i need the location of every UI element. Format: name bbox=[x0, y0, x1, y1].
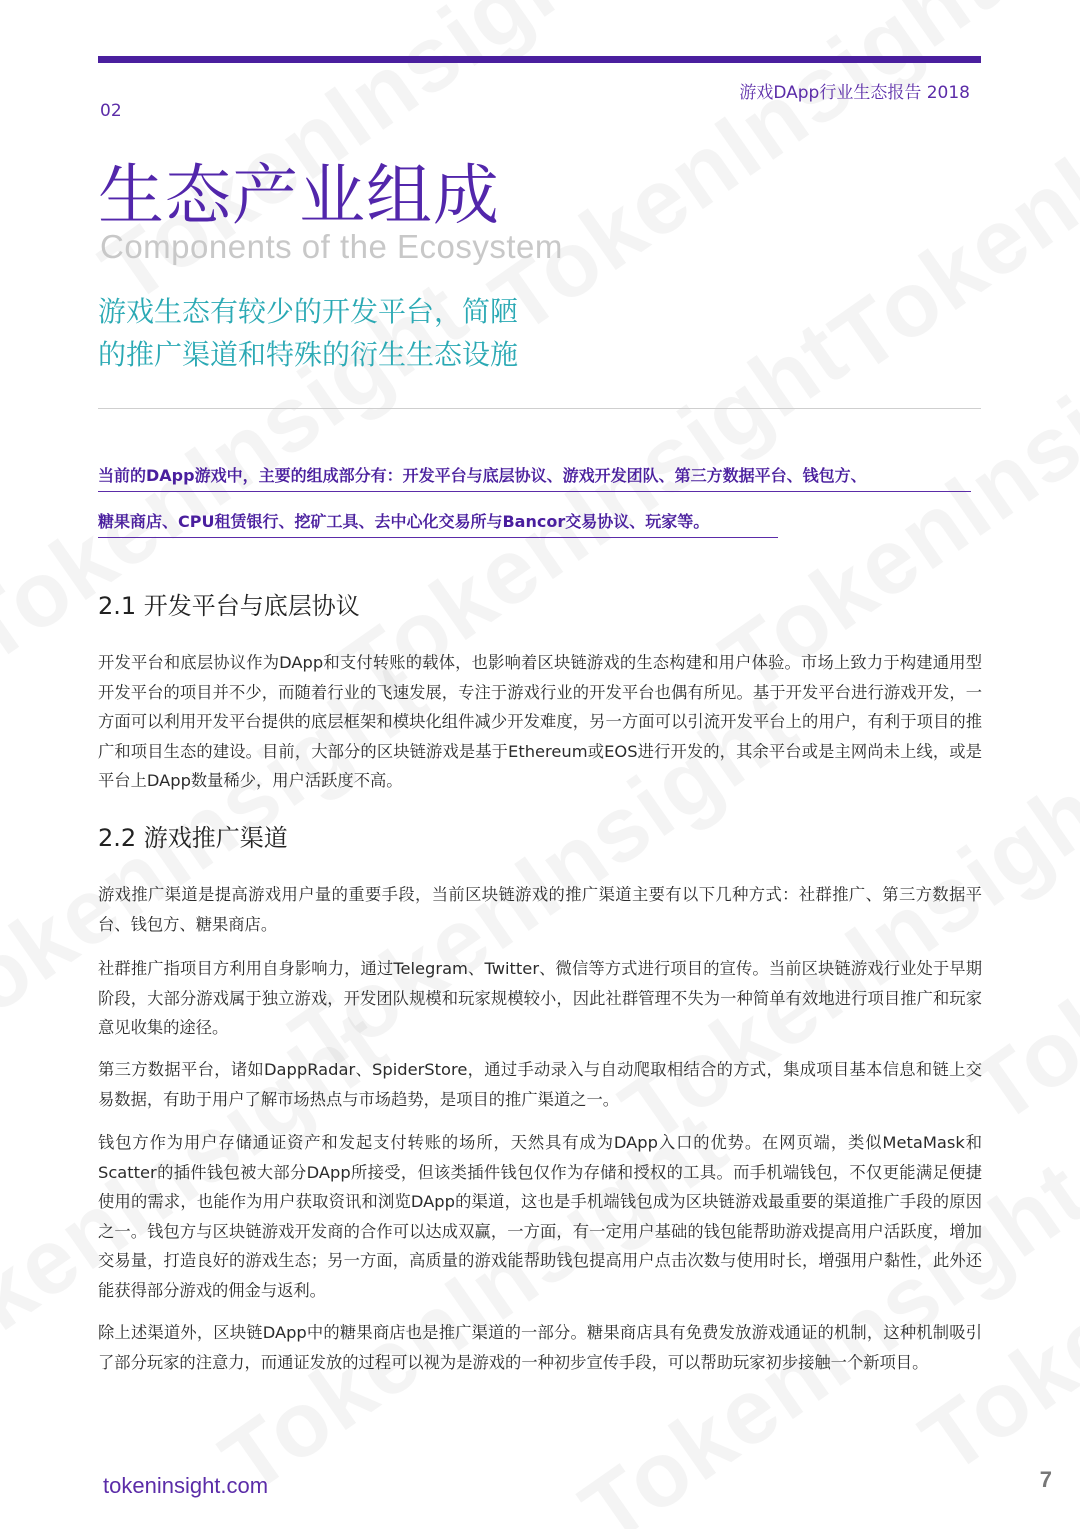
divider bbox=[98, 408, 981, 409]
highlight-line-2: 的推广渠道和特殊的衍生生态设施 bbox=[98, 338, 519, 371]
highlight-line-1: 游戏生态有较少的开发平台，简陋 bbox=[98, 295, 519, 328]
paragraph: 游戏推广渠道是提高游戏用户量的重要手段，当前区块链游戏的推广渠道主要有以下几种方式：社群推广、第三方数据平台、钱包方、糖果商店。 bbox=[98, 885, 982, 934]
top-rule bbox=[98, 56, 981, 63]
section-number: 02 bbox=[100, 101, 122, 121]
paragraph: 除上述渠道外，区块链DApp中的糖果商店也是推广渠道的一部分。糖果商店具有免费发放游戏通证的机制，这种机制吸引了部分玩家的注意力，而通证发放的过程可以视为是游戏的一种初步宣传手段，可以帮助玩家初步接触一个新项目。 bbox=[98, 1323, 982, 1372]
summary-line-1: 当前的DApp游戏中，主要的组成部分有：开发平台与底层协议、游戏开发团队、第三方数据平台、钱包方、 bbox=[98, 463, 971, 492]
section-heading-2-1: 2.1 开发平台与底层协议 bbox=[98, 592, 360, 620]
paragraph: 开发平台和底层协议作为DApp和支付转账的载体，也影响着区块链游戏的生态构建和用户体验。市场上致力于构建通用型开发平台的项目并不少，而随着行业的飞速发展，专注于游戏行业的开发平台也偶有所见。基于开发平台进行游戏开发，一方面可以利用开发平台提供的底层框架和模块化组件减少开发难度，另一方面可以引流开发平台上的用户，有利于项目的推广和项目生态的建设。目前，大部分的区块链游戏是基于Ethereum或EOS进行开发的，其余平台或是主网尚未上线，或是平台上DApp数量稀少，用户活跃度不高。 bbox=[98, 653, 982, 790]
page-subtitle-english: Components of the Ecosystem bbox=[100, 228, 563, 265]
section-heading-2-2: 2.2 游戏推广渠道 bbox=[98, 824, 288, 852]
report-title: 游戏DApp行业生态报告 2018 bbox=[739, 83, 970, 103]
summary-line-2: 糖果商店、CPU租赁银行、挖矿工具、去中心化交易所与Bancor交易协议、玩家等。 bbox=[98, 509, 778, 538]
page-title: 生态产业组成 bbox=[98, 157, 500, 234]
footer-website-link[interactable]: tokeninsight.com bbox=[103, 1473, 269, 1498]
paragraph: 钱包方作为用户存储通证资产和发起支付转账的场所，天然具有成为DApp入口的优势。在网页端，类似MetaMask和Scatter的插件钱包被大部分DApp所接受，但该类插件钱包仅作为存储和授权的工具。而手机端钱包，不仅更能满足便捷使用的需求，也能作为用户获取资讯和浏览DApp的渠道，这也是手机端钱包成为区块链游戏最重要的渠道推广手段的原因之一。钱包方与区块链游戏开发商的合作可以达成双赢，一方面，有一定用户基础的钱包能帮助游戏提高用户活跃度，增加交易量，打造良好的游戏生态；另一方面，高质量的游戏能帮助钱包提高用户点击次数与使用时长，增强用户黏性，此外还能获得部分游戏的佣金与返利。 bbox=[98, 1133, 982, 1300]
page-number: 7 bbox=[1039, 1467, 1052, 1492]
paragraph: 社群推广指项目方利用自身影响力，通过Telegram、Twitter、微信等方式进行项目的宣传。当前区块链游戏行业处于早期阶段，大部分游戏属于独立游戏，开发团队规模和玩家规模较小，因此社群管理不失为一种简单有效地进行项目推广和玩家意见收集的途径。 bbox=[98, 959, 982, 1037]
paragraph: 第三方数据平台，诸如DappRadar、SpiderStore，通过手动录入与自动爬取相结合的方式，集成项目基本信息和链上交易数据，有助于用户了解市场热点与市场趋势，是项目的推广渠道之一。 bbox=[98, 1060, 982, 1109]
highlight-quote bbox=[98, 290, 658, 376]
